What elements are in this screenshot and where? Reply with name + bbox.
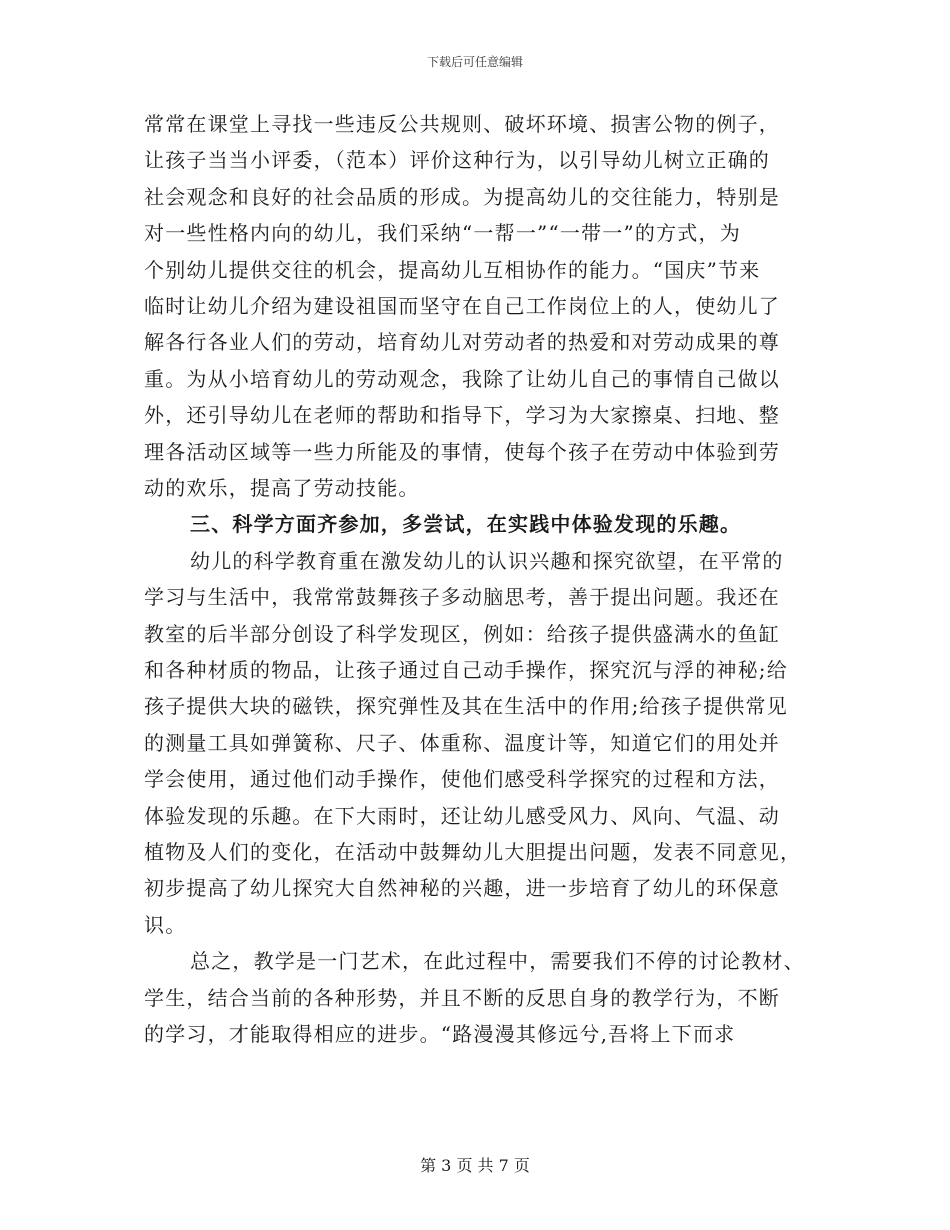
text-line: 临时让幼儿介绍为建设祖国而坚守在自己工作岗位上的人，使幼儿了 xyxy=(144,294,780,318)
text-line: 识。 xyxy=(144,912,187,937)
text-line: 对一些性格内向的幼儿，我们采纳“一帮一”“一带一”的方式，为 xyxy=(144,221,741,246)
text-line: 学会使用，通过他们动手操作，使他们感受科学探究的过程和方法， xyxy=(144,767,780,792)
text-line: 让孩子当当小评委，（范本）评价这种行为，以引导幼儿树立正确的 xyxy=(144,148,770,173)
text-line: 重。为从小培育幼儿的劳动观念，我除了让幼儿自己的事情自己做以 xyxy=(144,366,780,391)
text-line: 总之，教学是一门艺术，在此过程中，需要我们不停的讨论教材、 xyxy=(190,949,805,974)
text-line: 的学习，才能取得相应的进步。“路漫漫其修远兮,吾将上下而求 xyxy=(144,1022,736,1046)
text-line: 体验发现的乐趣。在下大雨时，还让幼儿感受风力、风向、气温、动 xyxy=(144,803,780,828)
text-line: 解各行各业人们的劳动，培育幼儿对劳动者的热爱和对劳动成果的尊 xyxy=(144,330,780,355)
text-line: 的测量工具如弹簧称、尺子、体重称、温度计等，知道它们的用处并 xyxy=(144,730,780,755)
text-line: 孩子提供大块的磁铁，探究弹性及其在生活中的作用;给孩子提供常见 xyxy=(144,694,788,719)
text-line: 常常在课堂上寻找一些违反公共规则、破坏环境、损害公物的例子， xyxy=(144,112,780,136)
text-line: 个别幼儿提供交往的机会，提高幼儿互相协作的能力。“国庆”节来 xyxy=(144,257,761,282)
text-line: 动的欢乐，提高了劳动技能。 xyxy=(144,476,420,500)
text-line: 学生，结合当前的各种形势，并且不断的反思自身的教学行为，不断 xyxy=(144,985,780,1010)
text-line: 幼儿的科学教育重在激发幼儿的认识兴趣和探究欲望，在平常的 xyxy=(190,548,784,573)
text-line: 和各种材质的物品，让孩子通过自己动手操作，探究沉与浮的神秘;给 xyxy=(144,658,788,682)
text-line: 社会观念和良好的社会品质的形成。为提高幼儿的交往能力，特别是 xyxy=(144,184,780,209)
section-heading: 三、科学方面齐参加，多尝试，在实践中体验发现的乐趣。 xyxy=(190,512,742,537)
text-line: 植物及人们的变化，在活动中鼓舞幼儿大胆提出问题，发表不同意见， xyxy=(144,840,802,864)
page-footer: 第 3 页 共 7 页 xyxy=(420,1156,530,1175)
page-header: 下载后可任意编辑 xyxy=(426,55,523,69)
text-line: 学习与生活中，我常常鼓舞孩子多动脑思考，善于提出问题。我还在 xyxy=(144,585,780,610)
text-line: 理各活动区域等一些力所能及的事情，使每个孩子在劳动中体验到劳 xyxy=(144,439,780,464)
text-line: 外，还引导幼儿在老师的帮助和指导下，学习为大家擦桌、扫地、整 xyxy=(144,403,780,428)
text-line: 教室的后半部分创设了科学发现区，例如：给孩子提供盛满水的鱼缸 xyxy=(144,621,780,646)
text-line: 初步提高了幼儿探究大自然神秘的兴趣，进一步培育了幼儿的环保意 xyxy=(144,876,780,901)
